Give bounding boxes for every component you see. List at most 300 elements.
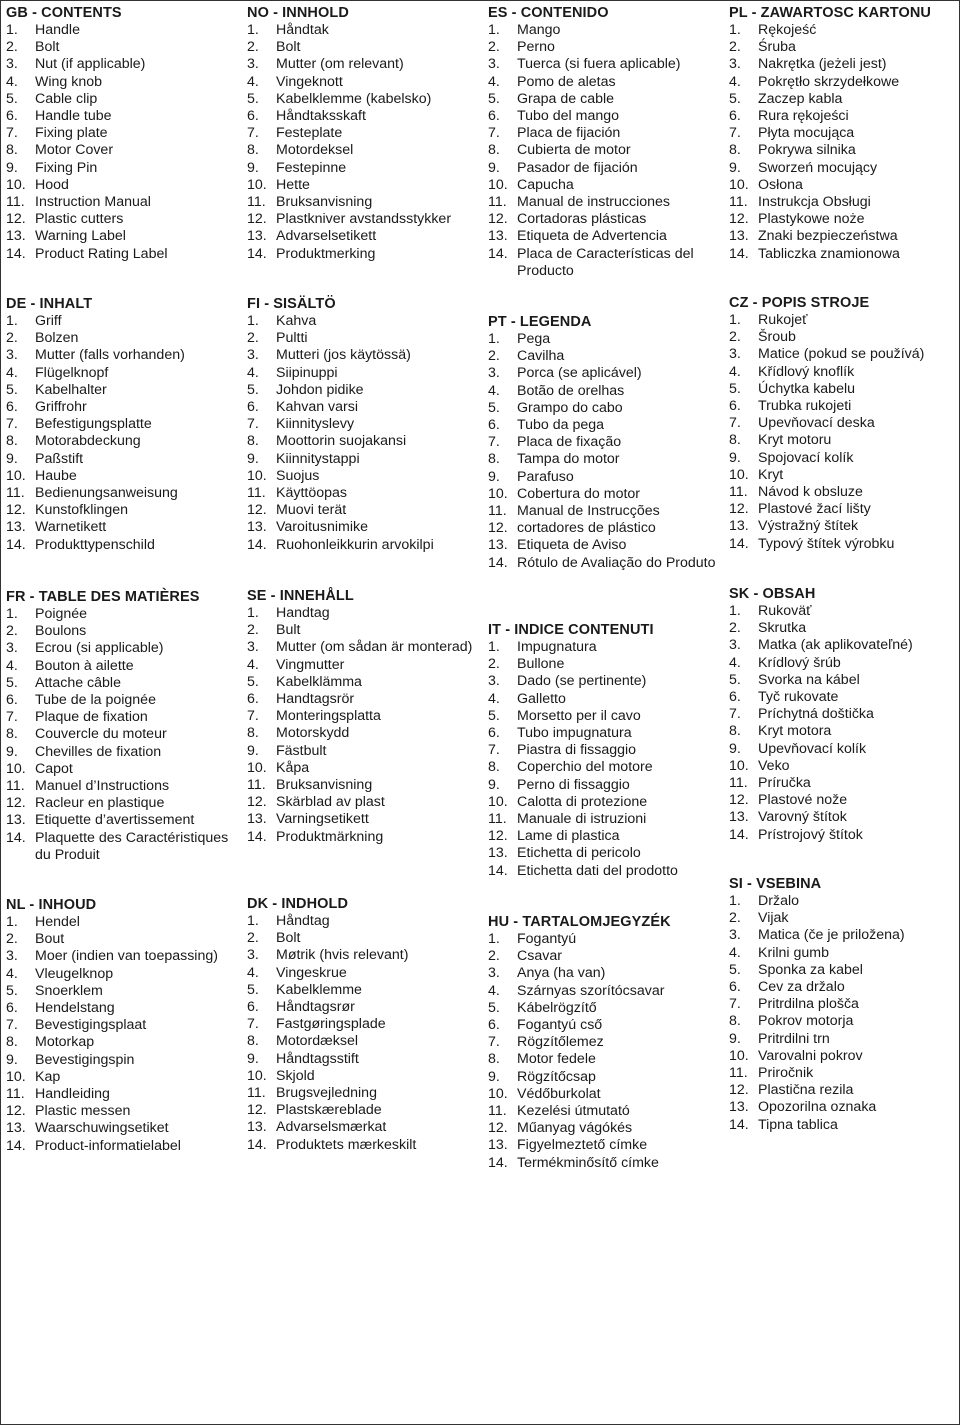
item-number: 6. [247, 399, 259, 416]
section-fi [247, 296, 483, 554]
item-number: 4. [247, 364, 259, 381]
item-label: Varovný štítok [758, 809, 847, 826]
list-item [729, 910, 960, 927]
list-item [729, 518, 960, 535]
item-label: Produkttypenschild [35, 536, 155, 553]
list-item [488, 965, 724, 982]
item-number: 12. [729, 501, 749, 518]
item-label: Etiqueta de Advertencia [517, 228, 667, 245]
item-number: 2. [729, 620, 741, 637]
list-item [247, 725, 483, 742]
item-number: 9. [488, 468, 500, 485]
list-item [488, 828, 724, 845]
item-label: Plastykowe noże [758, 211, 865, 228]
section-cz [729, 295, 960, 553]
list-item [6, 1069, 242, 1086]
list-item [6, 1017, 242, 1034]
list-item [6, 246, 242, 263]
list-item [6, 606, 242, 623]
item-number: 6. [488, 725, 500, 742]
item-label: Etiqueta de Aviso [517, 537, 627, 554]
list-item [729, 415, 960, 432]
list-item [488, 56, 724, 73]
item-label: Bullone [517, 656, 565, 673]
list-item [729, 741, 960, 758]
item-number: 13. [247, 519, 267, 536]
item-number: 9. [488, 159, 500, 176]
list-item [247, 999, 483, 1016]
list-item [488, 948, 724, 965]
item-label: Motor Cover [35, 142, 114, 159]
item-label: Hendelstang [35, 1000, 115, 1017]
list-item [488, 348, 724, 365]
item-label: Morsetto per il cavo [517, 707, 641, 724]
section-dk [247, 896, 483, 1154]
item-number: 2. [729, 910, 741, 927]
item-label: Fixing plate [35, 125, 108, 142]
item-number: 1. [247, 605, 259, 621]
list-item [488, 400, 724, 417]
item-number: 12. [488, 520, 508, 537]
item-label: Brugsvejledning [276, 1085, 377, 1102]
item-number: 2. [488, 348, 500, 365]
list-item [247, 657, 483, 674]
item-number: 2. [6, 623, 18, 640]
item-number: 14. [6, 245, 26, 262]
item-label: Kabelklemme (kabelsko) [276, 90, 432, 107]
item-number: 14. [729, 826, 749, 843]
item-number: 4. [729, 363, 741, 380]
list-item [6, 1103, 242, 1120]
list-item [247, 1137, 483, 1154]
list-item [488, 434, 724, 451]
item-label: Cev za držalo [758, 979, 845, 996]
item-number: 14. [729, 535, 749, 552]
item-number: 11. [729, 775, 748, 792]
item-label: Tubo da pega [517, 417, 605, 434]
item-label: Parafuso [517, 468, 574, 485]
item-number: 5. [247, 90, 259, 107]
list-item [6, 1052, 242, 1069]
item-number: 2. [729, 39, 741, 56]
list-item [729, 211, 960, 228]
list-item [6, 726, 242, 743]
item-number: 4. [6, 965, 18, 982]
list-item [729, 1082, 960, 1099]
item-label: Plastové nože [758, 792, 848, 809]
item-label: Håndtak [276, 22, 329, 38]
list-item [247, 468, 483, 485]
item-number: 12. [247, 502, 267, 519]
list-item [6, 675, 242, 692]
item-label: Produktmerking [276, 245, 376, 262]
section-title: PT - LEGENDA [488, 314, 592, 330]
item-number: 11. [247, 777, 266, 794]
list-item [6, 778, 242, 795]
item-number: 1. [729, 893, 741, 909]
list-item [488, 331, 724, 348]
item-number: 5. [488, 999, 500, 1016]
item-label: Kabelklämma [276, 673, 362, 690]
list-item [488, 794, 724, 811]
item-label: Sponka za kabel [758, 961, 863, 978]
list-item [6, 142, 242, 159]
item-number: 14. [488, 862, 508, 879]
item-label: Výstražný štítek [758, 518, 859, 535]
item-label: Kap [35, 1068, 61, 1085]
list-item [247, 1051, 483, 1068]
item-number: 4. [729, 654, 741, 671]
list-item [488, 246, 724, 280]
item-label: Svorka na kábel [758, 671, 860, 688]
item-number: 3. [6, 640, 18, 657]
item-number: 9. [247, 450, 259, 467]
item-number: 9. [6, 159, 18, 176]
item-number: 10. [247, 176, 267, 193]
list-item [247, 947, 483, 964]
list-item [729, 194, 960, 211]
list-item [6, 519, 242, 536]
list-item [729, 962, 960, 979]
item-number: 11. [488, 194, 507, 211]
item-label: Grapa de cable [517, 90, 615, 107]
list-item [488, 91, 724, 108]
item-number: 5. [6, 674, 18, 691]
list-item [247, 246, 483, 263]
item-label: Príručka [758, 775, 811, 792]
item-number: 5. [729, 671, 741, 688]
list-item [729, 329, 960, 346]
item-label: Pritrdilni trn [758, 1030, 830, 1047]
item-number: 2. [6, 39, 18, 56]
list-item [729, 1031, 960, 1048]
item-label: Grampo do cabo [517, 399, 623, 416]
item-number: 12. [247, 794, 267, 811]
item-label: Opozorilna oznaka [758, 1099, 877, 1116]
item-number: 11. [247, 485, 266, 502]
item-number: 4. [729, 944, 741, 961]
parts-list [6, 914, 242, 1155]
item-number: 6. [6, 108, 18, 125]
list-item [488, 983, 724, 1000]
item-label: Handtag [276, 605, 330, 621]
list-item [247, 313, 483, 330]
section-pl [729, 5, 960, 263]
item-number: 7. [488, 1034, 500, 1051]
list-item [488, 777, 724, 794]
list-item [729, 672, 960, 689]
item-number: 6. [247, 691, 259, 708]
item-number: 7. [729, 706, 741, 723]
list-item [6, 108, 242, 125]
item-label: Advarselsmærkat [276, 1119, 387, 1136]
item-number: 8. [6, 433, 18, 450]
item-number: 5. [729, 961, 741, 978]
item-label: Håndtagsrør [276, 999, 355, 1016]
item-label: Ruohonleikkurin arvokilpi [276, 536, 434, 553]
item-number: 13. [247, 1119, 267, 1136]
item-label: Varovalni pokrov [758, 1047, 863, 1064]
item-number: 7. [247, 416, 259, 433]
list-item [488, 1051, 724, 1068]
list-item [6, 623, 242, 640]
item-label: cortadores de plástico [517, 520, 656, 537]
item-number: 3. [488, 673, 500, 690]
item-label: Produktmärkning [276, 828, 384, 845]
item-number: 5. [6, 381, 18, 398]
item-number: 9. [729, 449, 741, 466]
list-item [247, 537, 483, 554]
item-label: Botão de orelhas [517, 382, 625, 399]
item-label: Tipna tablica [758, 1116, 838, 1133]
item-number: 9. [488, 1068, 500, 1085]
list-item [6, 416, 242, 433]
item-label: Plastic cutters [35, 211, 124, 228]
item-number: 10. [729, 1047, 749, 1064]
item-label: Pega [517, 331, 551, 347]
list-item [6, 382, 242, 399]
item-label: Vijak [758, 910, 789, 927]
item-number: 10. [488, 1085, 508, 1102]
item-number: 8. [6, 142, 18, 159]
item-number: 2. [247, 39, 259, 56]
list-item [488, 194, 724, 211]
item-label: Plastskæreblade [276, 1102, 382, 1119]
item-label: Warnetikett [35, 519, 107, 536]
item-number: 6. [6, 692, 18, 709]
item-number: 13. [488, 228, 508, 245]
list-item [6, 125, 242, 142]
list-item [488, 725, 724, 742]
list-item [488, 1086, 724, 1103]
item-label: Cobertura do motor [517, 485, 641, 502]
item-label: Nakrętka (jeżeli jest) [758, 56, 887, 73]
item-number: 8. [488, 1051, 500, 1068]
section-title: SE - INNEHÅLL [247, 588, 354, 604]
item-number: 6. [6, 1000, 18, 1017]
item-number: 4. [729, 73, 741, 90]
item-label: Vingmutter [276, 656, 345, 673]
item-label: Ecrou (si applicable) [35, 640, 164, 657]
item-number: 8. [488, 451, 500, 468]
list-item [729, 775, 960, 792]
item-label: Johdon pidike [276, 381, 364, 398]
item-label: Műanyag vágókés [517, 1120, 633, 1137]
item-number: 6. [729, 108, 741, 125]
item-number: 14. [6, 829, 26, 846]
parts-list [247, 313, 483, 554]
item-number: 2. [6, 931, 18, 948]
list-item [729, 398, 960, 415]
item-label: Moottorin suojakansi [276, 433, 407, 450]
item-label: Rótulo de Avaliação do Produto [517, 554, 716, 571]
list-item [6, 211, 242, 228]
item-label: Porca (se aplicável) [517, 365, 642, 382]
item-number: 7. [488, 434, 500, 451]
item-label: Skjold [276, 1067, 315, 1084]
list-item [247, 930, 483, 947]
list-item [247, 108, 483, 125]
item-number: 7. [6, 125, 18, 142]
item-number: 8. [247, 1033, 259, 1050]
item-number: 13. [729, 1099, 749, 1116]
item-number: 13. [247, 811, 267, 828]
item-label: Csavar [517, 948, 562, 965]
list-item [6, 640, 242, 657]
item-number: 7. [6, 1017, 18, 1034]
item-label: Rukoväť [758, 603, 812, 619]
list-item [729, 723, 960, 740]
list-item [729, 637, 960, 654]
list-item [488, 469, 724, 486]
item-number: 12. [6, 211, 26, 228]
item-number: 1. [488, 331, 500, 347]
item-label: Hood [35, 176, 69, 193]
item-label: Trubka rukojeti [758, 398, 852, 415]
item-number: 10. [247, 1067, 267, 1084]
item-number: 6. [6, 399, 18, 416]
item-label: Bolt [35, 39, 60, 56]
item-number: 2. [247, 330, 259, 347]
list-item [488, 555, 724, 572]
item-number: 14. [247, 245, 267, 262]
list-item [6, 692, 242, 709]
item-number: 11. [6, 1086, 25, 1103]
list-item [488, 537, 724, 554]
item-number: 12. [729, 1082, 749, 1099]
item-number: 10. [247, 759, 267, 776]
item-number: 10. [729, 757, 749, 774]
item-label: Etiquette d’avertissement [35, 812, 195, 829]
list-item [6, 983, 242, 1000]
item-number: 9. [6, 450, 18, 467]
list-item [488, 365, 724, 382]
item-number: 5. [6, 90, 18, 107]
item-label: Bevestigingsplaat [35, 1017, 147, 1034]
item-label: Mango [517, 22, 561, 38]
list-item [488, 811, 724, 828]
item-label: Galletto [517, 690, 566, 707]
item-number: 8. [247, 433, 259, 450]
parts-list [247, 605, 483, 846]
list-item [6, 795, 242, 812]
item-number: 9. [6, 743, 18, 760]
list-item [247, 743, 483, 760]
list-item [488, 863, 724, 880]
list-item [6, 433, 242, 450]
item-number: 10. [6, 1068, 26, 1085]
list-item [488, 74, 724, 91]
parts-list [247, 913, 483, 1154]
item-number: 5. [6, 982, 18, 999]
item-label: Handle tube [35, 108, 112, 125]
item-number: 1. [247, 22, 259, 38]
item-label: Tuerca (si fuera aplicable) [517, 56, 681, 73]
item-label: Product Rating Label [35, 245, 168, 262]
item-number: 3. [6, 56, 18, 73]
item-label: Znaki bezpieczeństwa [758, 228, 898, 245]
item-number: 12. [729, 211, 749, 228]
list-item [729, 228, 960, 245]
item-label: Bolt [276, 39, 301, 56]
list-item [488, 160, 724, 177]
item-number: 9. [729, 740, 741, 757]
list-item [488, 1034, 724, 1051]
item-number: 4. [6, 364, 18, 381]
list-item [6, 658, 242, 675]
item-label: Festeplate [276, 125, 343, 142]
list-item [488, 759, 724, 776]
item-number: 7. [729, 996, 741, 1013]
item-number: 6. [729, 979, 741, 996]
item-number: 10. [6, 760, 26, 777]
section-fr [6, 589, 242, 864]
item-label: Tabliczka znamionowa [758, 245, 900, 262]
item-label: Termékminősítő címke [517, 1154, 659, 1171]
item-number: 9. [247, 1050, 259, 1067]
item-label: Varningsetikett [276, 811, 369, 828]
parts-list [488, 22, 724, 280]
item-label: Snoerklem [35, 982, 103, 999]
item-number: 1. [729, 312, 741, 328]
item-label: Zaczep kabla [758, 90, 843, 107]
list-item [6, 1120, 242, 1137]
list-item [729, 381, 960, 398]
item-label: Mutter (om sådan är monterad) [276, 639, 473, 656]
item-label: Kryt [758, 466, 784, 483]
list-item [729, 346, 960, 363]
item-number: 2. [488, 948, 500, 965]
item-number: 14. [247, 536, 267, 553]
item-number: 2. [729, 329, 741, 346]
section-se [247, 588, 483, 846]
list-item [247, 228, 483, 245]
list-item [247, 211, 483, 228]
item-label: Vingeskrue [276, 964, 347, 981]
list-item [6, 485, 242, 502]
item-label: Hette [276, 176, 310, 193]
parts-list [6, 606, 242, 864]
item-number: 11. [729, 484, 748, 501]
item-number: 13. [729, 518, 749, 535]
item-number: 8. [729, 1013, 741, 1030]
item-label: Cavilha [517, 348, 565, 365]
item-label: Manuel d’Instructions [35, 778, 170, 795]
list-item [6, 22, 242, 39]
list-item [247, 691, 483, 708]
list-item [729, 945, 960, 962]
item-label: Bevestigingspin [35, 1051, 135, 1068]
item-label: Griffrohr [35, 399, 87, 416]
item-number: 4. [488, 982, 500, 999]
section-title: GB - CONTENTS [6, 5, 122, 21]
item-label: Kezelési útmutató [517, 1103, 630, 1120]
list-item [729, 74, 960, 91]
list-item [729, 91, 960, 108]
list-item [6, 948, 242, 965]
item-label: Osłona [758, 176, 803, 193]
item-number: 14. [247, 828, 267, 845]
item-label: Haube [35, 467, 77, 484]
list-item [729, 758, 960, 775]
section-title: DE - INHALT [6, 296, 93, 312]
item-label: Fastgøringsplade [276, 1016, 386, 1033]
parts-list [488, 639, 724, 880]
list-item [6, 330, 242, 347]
list-item [247, 39, 483, 56]
list-item [6, 1086, 242, 1103]
item-number: 8. [6, 726, 18, 743]
